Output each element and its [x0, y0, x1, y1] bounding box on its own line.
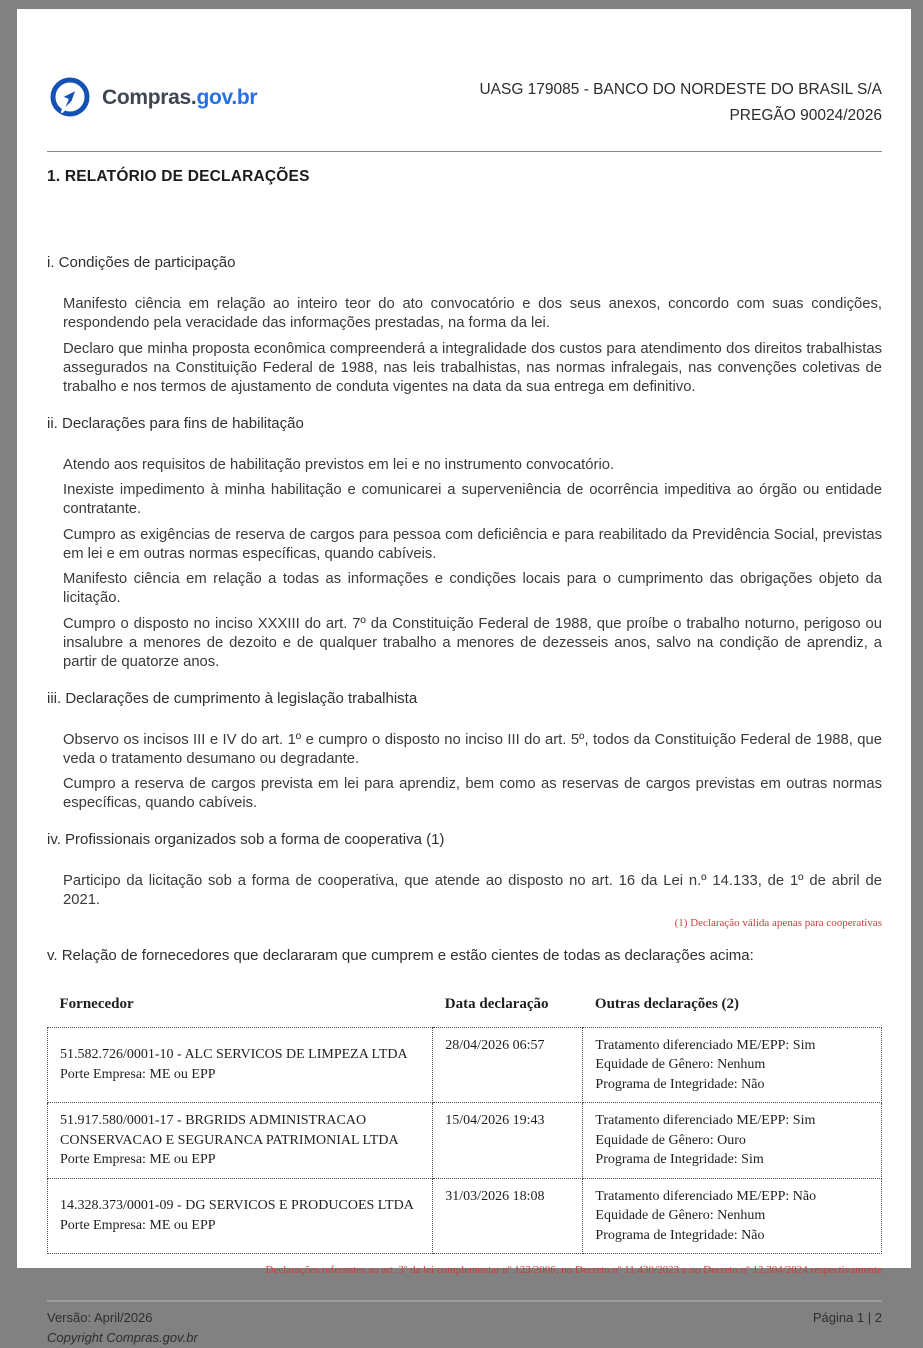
outras-line: Equidade de Gênero: Ouro	[595, 1132, 746, 1148]
declaration-paragraph: Observo os incisos III e IV do art. 1º e cumpro o disposto no inciso III do art. 5º, todos da Constituição Federal de 1988, que veda o tratamento desumano ou degradante.	[63, 731, 882, 767]
declaration-paragraph: Manifesto ciência em relação a todas as informações e condições locais para o cumprimento das obrigações objeto da licitação.	[63, 571, 882, 606]
fornecedor-cell	[48, 1103, 433, 1179]
table-header-row	[48, 986, 882, 1028]
fornecedor-name: 14.328.373/0001-09 - DG SERVICOS E PRODUCOES LTDA	[60, 1198, 414, 1214]
page-title: 1. RELATÓRIO DE DECLARAÇÕES	[47, 168, 310, 185]
header-meta	[479, 75, 882, 129]
section-cooperative	[47, 831, 882, 929]
fornecedor-porte: Porte Empresa: ME ou EPP	[60, 1152, 216, 1167]
section-heading: iv. Profissionais organizados sob a forma de cooperativa (1)	[47, 831, 445, 848]
logo-wordmark-dark: Compras.	[102, 86, 197, 109]
declaration-paragraph: Cumpro a reserva de cargos prevista em lei para aprendiz, bem como as reservas de cargos previstas em outras normas específicas, quando cabíveis.	[63, 776, 882, 811]
outras-declaracoes-cell	[583, 1178, 882, 1254]
outras-line: Programa de Integridade: Não	[595, 1227, 765, 1243]
footer-divider	[47, 1300, 882, 1302]
declaration-paragraph: Atendo aos requisitos de habilitação previstos em lei e no instrumento convocatório.	[63, 456, 615, 473]
suppliers-table	[47, 986, 882, 1255]
section-heading: i. Condições de participação	[47, 254, 236, 271]
footer-left	[47, 1308, 198, 1348]
fornecedor-name: 51.917.580/0001-17 - BRGRIDS ADMINISTRACAO CONSERVACAO E SEGURANCA PATRIMONIAL LTDA	[60, 1113, 399, 1148]
declaration-paragraph: Cumpro as exigências de reserva de cargos para pessoa com deficiência e para reabilitado da Previdência Social, previstas em lei e em outras normas específicas, quando cabíveis.	[63, 526, 882, 562]
column-header-outras: Outras declarações (2)	[594, 995, 740, 1012]
document-header	[47, 9, 882, 129]
table-row	[48, 1103, 882, 1179]
fornecedor-porte: Porte Empresa: ME ou EPP	[60, 1217, 216, 1233]
declaration-paragraph: Manifesto ciência em relação ao inteiro teor do ato convocatório e dos seus anexos, concordo com suas condições, respondendo pela veracidade das informações prestadas, na forma da lei.	[63, 296, 882, 331]
declaration-paragraph: Declaro que minha proposta econômica compreenderá a integralidade dos custos para atendimento dos direitos trabalhistas assegurados na Constituição Federal de 1988, nas leis trabalhistas, nas normas infralegais, nas convenções coletivas de trabalho e nos termos de ajustamento de conduta vigentes na data da sua entrega em definitivo.	[63, 340, 882, 395]
version-text: Versão: April/2026	[47, 1310, 153, 1325]
logo-wordmark	[102, 86, 257, 110]
declaration-paragraph: Inexiste impedimento à minha habilitação e comunicarei a superveniência de ocorrência impeditiva ao órgão ou entidade contratante.	[63, 482, 882, 517]
section-heading: v. Relação de fornecedores que declararam que cumprem e estão cientes de todas as declarações acima:	[47, 946, 754, 964]
outras-line: Equidade de Gênero: Nenhum	[595, 1208, 766, 1223]
outras-line: Tratamento diferenciado ME/EPP: Não	[595, 1188, 817, 1204]
table-footnote: Declarações referentes ao art. 3º da lei complementar nº 123/2006, no Decreto nº 11.430/2023 e no Decreto nº 12.304/2024 respectivamente	[265, 1264, 882, 1276]
outras-declaracoes-cell	[583, 1027, 882, 1103]
compras-gov-br-logo	[47, 75, 257, 121]
table-row	[48, 1178, 882, 1254]
section-suppliers	[47, 947, 882, 964]
table-row	[48, 1027, 882, 1103]
fornecedor-cell	[48, 1027, 433, 1103]
column-header-fornecedor: Fornecedor	[59, 995, 134, 1012]
section-heading: iii. Declarações de cumprimento à legislação trabalhista	[47, 689, 418, 707]
section-habilitation	[47, 415, 882, 672]
declaration-paragraph: Participo da licitação sob a forma de cooperativa, que atende ao disposto no art. 16 da Lei n.º 14.133, de 1º de abril de 2021.	[63, 873, 882, 908]
fornecedor-name: 51.582.726/0001-10 - ALC SERVICOS DE LIMPEZA LTDA	[60, 1047, 408, 1063]
fornecedor-porte: Porte Empresa: ME ou EPP	[60, 1066, 216, 1082]
section-heading: ii. Declarações para fins de habilitação	[47, 414, 304, 432]
copyright-text: Copyright Compras.gov.br	[47, 1330, 198, 1345]
uasg-line: UASG 179085 - BANCO DO NORDESTE DO BRASIL S/A	[479, 81, 882, 98]
document-footer	[47, 1308, 882, 1348]
fornecedor-cell	[48, 1178, 433, 1254]
section-labor-legislation	[47, 690, 882, 814]
cooperative-footnote: (1) Declaração válida apenas para cooperativas	[674, 916, 882, 929]
outras-line: Programa de Integridade: Não	[595, 1076, 765, 1092]
pregao-line: PREGÃO 90024/2026	[729, 107, 882, 124]
data-declaracao-cell: 15/04/2026 19:43	[433, 1103, 583, 1179]
column-header-data: Data declaração	[444, 995, 549, 1012]
page-number: Página 1 | 2	[812, 1310, 882, 1325]
outras-line: Tratamento diferenciado ME/EPP: Sim	[595, 1113, 816, 1128]
data-declaracao-cell: 31/03/2026 18:08	[433, 1178, 583, 1254]
declaration-paragraph: Cumpro o disposto no inciso XXXIII do art. 7º da Constituição Federal de 1988, que proíbe o trabalho noturno, perigoso ou insalubre a menores de dezoito e de qualquer trabalho a menores de dezesseis anos, salvo na condição de aprendiz, a partir de quatorze anos.	[63, 615, 882, 670]
outras-line: Equidade de Gênero: Nenhum	[595, 1057, 766, 1072]
data-declaracao-cell: 28/04/2026 06:57	[433, 1027, 583, 1103]
outras-line: Tratamento diferenciado ME/EPP: Sim	[595, 1037, 816, 1053]
outras-line: Programa de Integridade: Sim	[595, 1152, 764, 1167]
outras-declaracoes-cell	[583, 1103, 882, 1179]
compras-logo-icon	[47, 75, 93, 121]
header-divider	[47, 151, 882, 152]
pdf-page	[17, 9, 911, 1345]
section-conditions	[47, 254, 882, 397]
logo-wordmark-blue: gov.br	[196, 86, 258, 109]
